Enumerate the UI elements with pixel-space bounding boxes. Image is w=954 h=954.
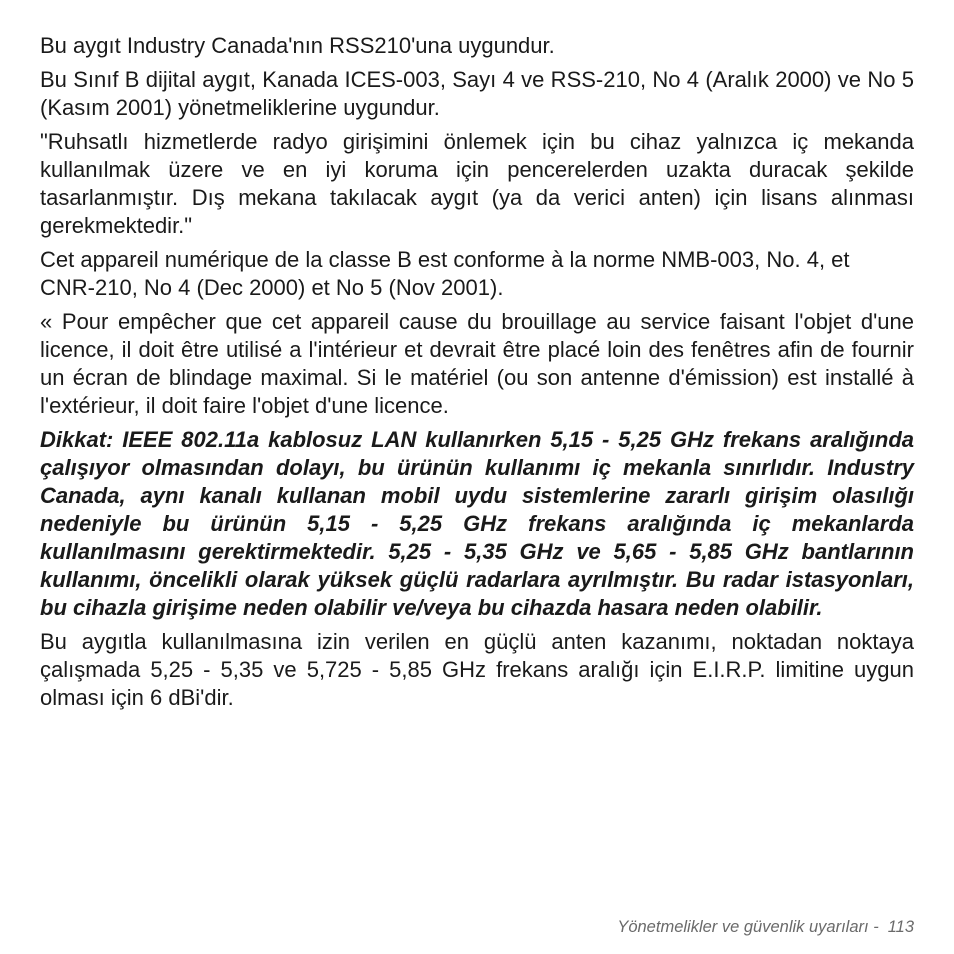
- paragraph-license-notice-tr: [40, 128, 914, 240]
- paragraph-5ghz-warning: [40, 426, 914, 622]
- text-line: l'extérieur, il doit faire l'objet d'une licence.: [40, 393, 449, 418]
- paragraph-industry-canada-compliance: [40, 32, 914, 60]
- text-line: bu cihazla girişime neden olabilir ve/veya bu cihazda hasara neden olabilir.: [40, 595, 823, 620]
- text-line: Bu Sınıf B dijital aygıt, Kanada ICES-003, Sayı 4 ve RSS-210, No 4 (Aralık 2000) ve No 5: [40, 67, 914, 92]
- text-line: "Ruhsatlı hizmetlerde radyo girişimini önlemek için bu cihaz yalnızca iç mekanda: [40, 129, 914, 154]
- paragraph-class-b-compliance-tr: [40, 66, 914, 122]
- footer-section-title: Yönetmelikler ve güvenlik uyarıları -: [617, 918, 879, 936]
- text-line: gerekmektedir.": [40, 213, 193, 238]
- page-footer: [617, 917, 914, 937]
- text-line: licence, il doit être utilisé a l'intérieur et devrait être placé loin des fenêtres afin de fournir: [40, 337, 914, 362]
- text-line: CNR-210, No 4 (Dec 2000) et No 5 (Nov 2001).: [40, 275, 504, 300]
- text-line: Cet appareil numérique de la classe B est conforme à la norme NMB-003, No. 4, et: [40, 247, 850, 272]
- page-body: [40, 32, 914, 718]
- text-line: kullanılmasını gerektirmektedir. 5,25 - 5,35 GHz ve 5,65 - 5,85 GHz bantlarının: [40, 539, 914, 564]
- text-line: çalışmada 5,25 - 5,35 ve 5,725 - 5,85 GHz frekans aralığı için E.I.R.P. limitine uygun: [40, 657, 914, 682]
- text-line: Bu aygıtla kullanılmasına izin verilen en güçlü anten kazanımı, noktadan noktaya: [40, 629, 914, 654]
- text-line: tasarlanmıştır. Dış mekana takılacak aygıt (ya da verici anten) için lisans alınması: [40, 185, 914, 210]
- text-line: çalışıyor olmasından dolayı, bu ürünün kullanımı iç mekanla sınırlıdır. Industry: [40, 455, 914, 480]
- text-line: nedeniyle bu ürünün 5,15 - 5,25 GHz frekans aralığında iç mekanlarda: [40, 511, 914, 536]
- text-line: (Kasım 2001) yönetmeliklerine uygundur.: [40, 95, 440, 120]
- text-line: olması için 6 dBi'dir.: [40, 685, 234, 710]
- text-line: Canada, aynı kanalı kullanan mobil uydu sistemlerine zararlı girişim olasılığı: [40, 483, 914, 508]
- text-line: un écran de blindage maximal. Si le matériel (ou son antenne d'émission) est installé à: [40, 365, 914, 390]
- page-number: 113: [887, 918, 914, 936]
- paragraph-class-b-compliance-fr: [40, 246, 914, 302]
- text-line: kullanımı, öncelikli olarak yüksek güçlü radarlara ayrılmıştır. Bu radar istasyonları,: [40, 567, 914, 592]
- paragraph-license-notice-fr: [40, 308, 914, 420]
- text-line: kullanılmak üzere ve en iyi koruma için pencerelerden uzakta duracak şekilde: [40, 157, 914, 182]
- text-line: Bu aygıt Industry Canada'nın RSS210'una uygundur.: [40, 33, 555, 58]
- text-line: Dikkat: IEEE 802.11a kablosuz LAN kullanırken 5,15 - 5,25 GHz frekans aralığında: [40, 427, 914, 452]
- paragraph-antenna-gain: [40, 628, 914, 712]
- text-line: « Pour empêcher que cet appareil cause du brouillage au service faisant l'objet d'une: [40, 309, 914, 334]
